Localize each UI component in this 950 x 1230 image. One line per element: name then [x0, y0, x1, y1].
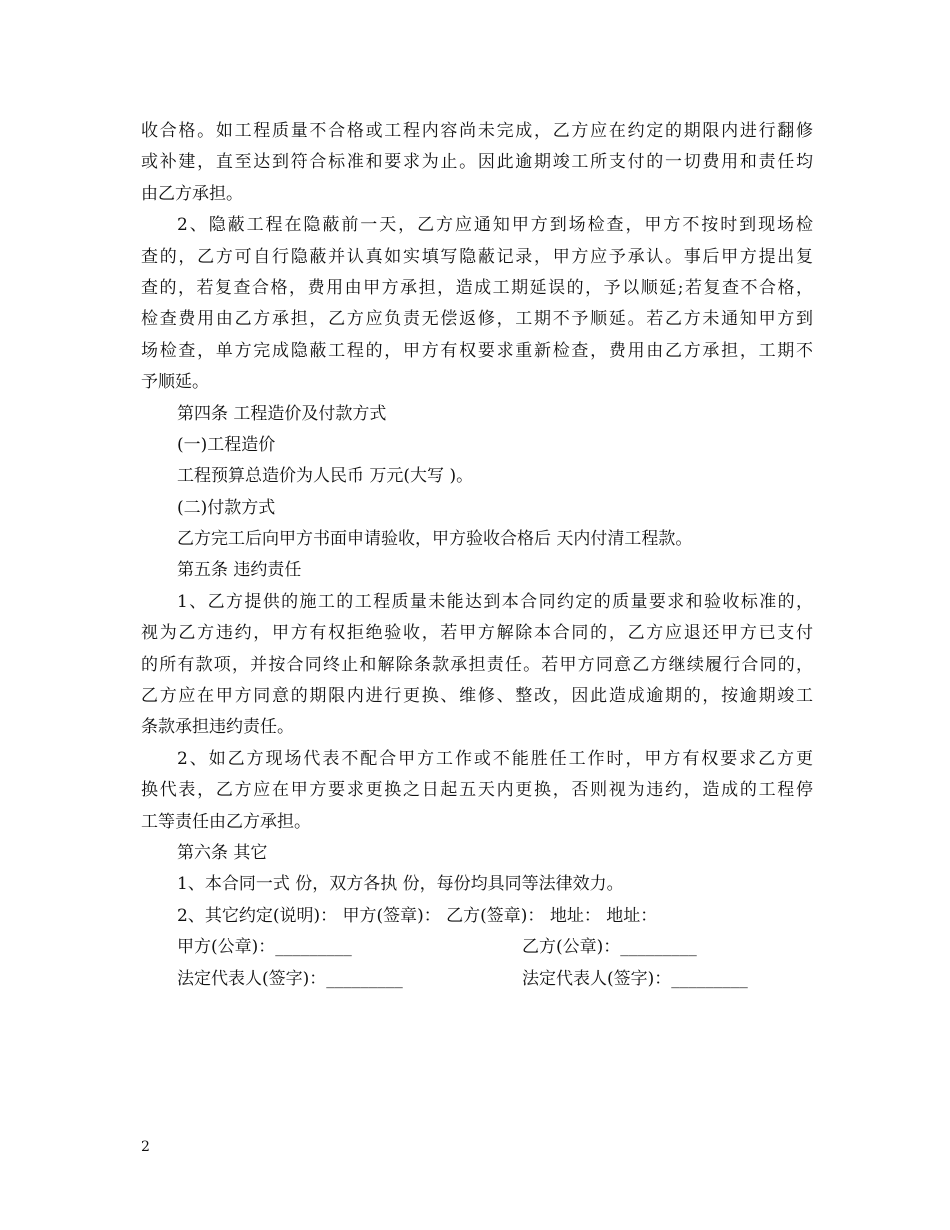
text-line: 的所有款项，并按合同终止和解除条款承担责任。若甲方同意乙方继续履行合同的， [141, 654, 813, 675]
article-4-heading: 第四条 工程造价及付款方式 [177, 403, 387, 424]
article-5-heading: 第五条 违约责任 [177, 560, 302, 581]
signature-row-seals [141, 932, 813, 963]
text-line: 换代表，乙方应在甲方要求更换之日起五天内更换，否则视为违约，造成的工程停 [141, 780, 813, 801]
text-line: 查的，乙方可自行隐蔽并认真如实填写隐蔽记录，甲方应予承认。事后甲方提出复 [141, 246, 813, 267]
contract-body [141, 116, 813, 995]
text-line: 检查费用由乙方承担，乙方应负责无偿返修，工期不予顺延。若乙方未通知甲方到 [141, 309, 813, 330]
article-6-heading: 第六条 其它 [177, 842, 268, 863]
party-a-representative-field: 法定代表人(签字)：_________ [177, 968, 403, 989]
text-line: 视为乙方违约，甲方有权拒绝验收，若甲方解除本合同的，乙方应退还甲方已支付 [141, 623, 813, 644]
text-line: 或补建，直至达到符合标准和要求为止。因此逾期竣工所支付的一切费用和责任均 [141, 152, 813, 173]
text-line: 条款承担违约责任。 [141, 717, 294, 738]
section-payment-method: (二)付款方式 [177, 497, 276, 518]
party-b-seal-field: 乙方(公章)：_________ [522, 937, 697, 958]
text-line: 由乙方承担。 [141, 183, 243, 204]
clause-site-representative: 2、如乙方现场代表不配合甲方工作或不能胜任工作时，甲方有权要求乙方更 [177, 748, 813, 769]
text-line: 乙方完工后向甲方书面申请验收，甲方验收合格后 天内付清工程款。 [177, 529, 693, 550]
party-a-seal-field: 甲方(公章)：_________ [177, 937, 352, 958]
text-line: 场检查，单方完成隐蔽工程的，甲方有权要求重新检查，费用由乙方承担，工期不 [141, 340, 813, 361]
text-line: 乙方应在甲方同意的期限内进行更换、维修、整改，因此造成逾期的，按逾期竣工 [141, 686, 813, 707]
page-number: 2 [141, 1139, 150, 1155]
clause-other-agreements: 2、其它约定(说明)： 甲方(签章)： 乙方(签章)： 地址： 地址： [177, 905, 658, 926]
text-line: 予顺延。 [141, 372, 209, 393]
clause-quality-breach: 1、乙方提供的施工的工程质量未能达到本合同约定的质量要求和验收标准的， [177, 591, 813, 612]
text-line: 查的，若复查合格，费用由甲方承担，造成工期延误的，予以顺延;若复查不合格， [141, 277, 813, 298]
text-line: 工程预算总造价为人民币 万元(大写 )。 [177, 466, 474, 487]
text-line: 收合格。如工程质量不合格或工程内容尚未完成，乙方应在约定的期限内进行翻修 [141, 121, 813, 141]
signature-row-representatives [141, 964, 813, 995]
clause-hidden-works: 2、隐蔽工程在隐蔽前一天，乙方应通知甲方到场检查，甲方不按时到现场检 [177, 215, 813, 236]
section-project-cost: (一)工程造价 [177, 434, 276, 455]
party-b-representative-field: 法定代表人(签字)：_________ [522, 968, 748, 989]
clause-copies: 1、本合同一式 份，双方各执 份，每份均具同等法律效力。 [177, 874, 624, 895]
text-line: 工等责任由乙方承担。 [141, 811, 311, 832]
